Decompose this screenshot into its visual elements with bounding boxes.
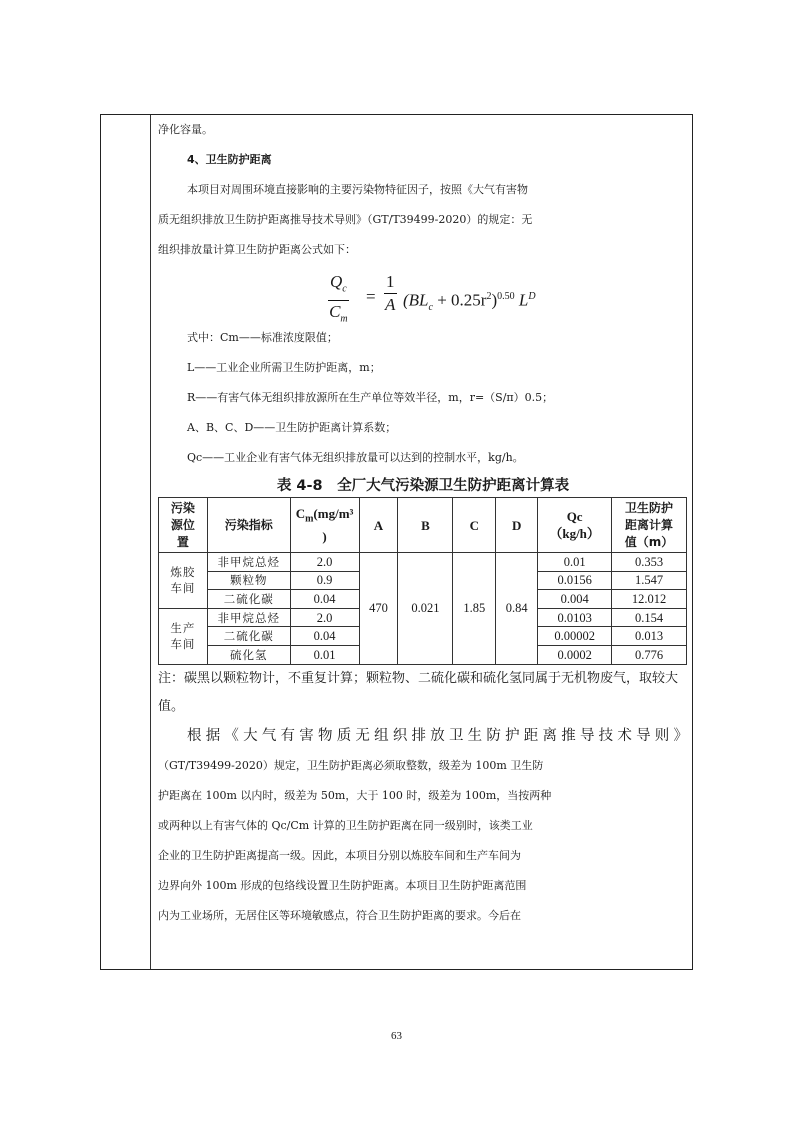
header-cm	[290, 498, 359, 553]
formula-rhs-denominator: A	[385, 295, 396, 314]
location-l1: 炼胶	[170, 565, 196, 580]
formula-body-sub: c	[428, 302, 433, 314]
c-cell: 1.85	[453, 553, 496, 665]
header-pollutant: 污染指标	[207, 498, 290, 553]
table-caption: 表 4-8 全厂大气污染源卫生防护距离计算表	[276, 478, 570, 494]
location-cell	[159, 608, 208, 664]
qc-cell: 0.01	[538, 553, 612, 572]
header-qc-l2: （kg/h）	[549, 526, 600, 541]
formula-rhs-fraction	[384, 271, 397, 316]
distance-cell: 12.012	[612, 590, 687, 609]
cm-cell: 0.9	[290, 571, 359, 590]
definition-cm: 式中：Cm——标准浓度限值；	[187, 331, 338, 344]
header-distance	[612, 498, 687, 553]
formula-lhs-denominator	[328, 301, 349, 330]
formula-c: C	[329, 302, 341, 322]
conclusion-line-4: 或两种以上有害气体的 Qc/Cm 计算的卫生防护距离在同一级别时，该类工业	[158, 818, 533, 832]
formula-body	[403, 282, 536, 323]
conclusion-line-5: 企业的卫生防护距离提高一级。因此，本项目分别以炼胶车间和生产车间为	[158, 848, 521, 862]
distance-cell: 0.013	[612, 627, 687, 646]
table-note: 注：碳黑以颗粒物计，不重复计算；颗粒物、二硫化碳和硫化氢同属于无机物废气，取较大值。	[158, 670, 679, 714]
cm-cell: 2.0	[290, 608, 359, 627]
formula-equals: =	[366, 287, 376, 306]
location-l2: 车间	[170, 637, 196, 652]
header-cm-unit: (mg/m³	[313, 506, 354, 522]
formula-lhs-numerator	[328, 271, 349, 301]
table-header-row	[159, 498, 687, 553]
content-frame	[100, 114, 693, 970]
header-b: B	[398, 498, 453, 553]
intro-line-1: 本项目对周围环境直接影响的主要污染物特征因子，按照《大气有害物	[187, 183, 528, 196]
header-cm-close: )	[322, 528, 327, 544]
definition-l: L——工业企业所需卫生防护距离，m；	[187, 361, 381, 374]
a-cell: 470	[359, 553, 398, 665]
formula-q: Q	[330, 272, 343, 291]
header-a: A	[359, 498, 398, 553]
formula-body-sup: 2	[486, 291, 492, 302]
conclusion-line-1: 根据《大气有害物质无组织排放卫生防护距离推导技术导则》	[187, 727, 688, 744]
pollutant-cell: 硫化氢	[207, 645, 290, 664]
qc-cell: 0.0156	[538, 571, 612, 590]
formula	[158, 265, 688, 323]
formula-l: L	[518, 290, 529, 310]
distance-cell: 0.776	[612, 645, 687, 664]
header-qc-l1: Qc	[566, 509, 583, 524]
header-location	[159, 498, 208, 553]
column-divider	[150, 115, 151, 969]
table-row	[159, 553, 687, 572]
qc-cell: 0.00002	[538, 627, 612, 646]
location-l2: 车间	[170, 581, 196, 596]
pollutant-cell: 二硫化碳	[207, 590, 290, 609]
header-qc	[538, 498, 612, 553]
definition-r: R——有害气体无组织排放源所在生产单位等效半径，m，r=（S/π）0.5；	[187, 391, 554, 404]
section-heading: 4、卫生防护距离	[187, 153, 272, 166]
qc-cell: 0.0103	[538, 608, 612, 627]
qc-cell: 0.0002	[538, 645, 612, 664]
formula-body-mid: + 0.25r	[432, 290, 487, 310]
formula-l-sup: D	[528, 291, 536, 302]
pollutant-cell: 非甲烷总烃	[207, 608, 290, 627]
formula-body-close: )	[491, 290, 498, 310]
distance-cell: 0.154	[612, 608, 687, 627]
d-cell: 0.84	[496, 553, 538, 665]
cm-cell: 0.01	[290, 645, 359, 664]
conclusion-line-7: 内为工业场所，无居住区等环境敏感点，符合卫生防护距离的要求。今后在	[158, 908, 521, 922]
formula-lhs-fraction	[328, 271, 349, 331]
header-cm-sub: m	[305, 513, 314, 525]
header-distance-l1: 卫生防护	[625, 500, 674, 515]
distance-table	[158, 497, 687, 665]
pollutant-cell: 颗粒物	[207, 571, 290, 590]
document-body	[158, 115, 688, 931]
formula-rhs-numerator: 1	[384, 271, 397, 294]
distance-cell: 1.547	[612, 571, 687, 590]
header-cm-main: C	[295, 506, 306, 522]
cm-cell: 2.0	[290, 553, 359, 572]
location-l1: 生产	[170, 621, 196, 636]
formula-exponent: 0.50	[497, 291, 515, 302]
header-distance-l2: 距离计算	[625, 517, 674, 532]
cm-cell: 0.04	[290, 627, 359, 646]
header-d: D	[496, 498, 538, 553]
qc-cell: 0.004	[538, 590, 612, 609]
distance-cell: 0.353	[612, 553, 687, 572]
conclusion-line-2: （GT/T39499-2020）规定，卫生防护距离必须取整数，级差为 100m 卫生防	[158, 758, 544, 772]
intro-line-3: 组织排放量计算卫生防护距离公式如下：	[158, 243, 356, 256]
formula-c-sub: m	[340, 313, 348, 325]
definition-qc: Qc——工业企业有害气体无组织排放量可以达到的控制水平，kg/h。	[187, 451, 524, 464]
page-number: 63	[391, 1030, 402, 1042]
conclusion-line-3: 护距离在 100m 以内时，级差为 50m，大于 100 时，级差为 100m，当按两种	[158, 788, 552, 802]
definition-abcd: A、B、C、D——卫生防护距离计算系数；	[187, 421, 397, 434]
location-cell	[159, 553, 208, 609]
header-distance-l3: 值（m）	[624, 534, 674, 549]
pollutant-cell: 非甲烷总烃	[207, 553, 290, 572]
header-c: C	[453, 498, 496, 553]
cm-cell: 0.04	[290, 590, 359, 609]
b-cell: 0.021	[398, 553, 453, 665]
conclusion-line-6: 边界向外 100m 形成的包络线设置卫生防护距离。本项目卫生防护距离范围	[158, 878, 527, 892]
formula-q-sub: c	[342, 283, 347, 295]
formula-body-open: (BL	[403, 290, 429, 310]
paragraph-tail: 净化容量。	[158, 123, 213, 136]
pollutant-cell: 二硫化碳	[207, 627, 290, 646]
intro-line-2: 质无组织排放卫生防护距离推导技术导则》（GT/T39499-2020）的规定：无	[158, 213, 533, 226]
header-location-text: 污染 源位 置	[170, 500, 195, 549]
